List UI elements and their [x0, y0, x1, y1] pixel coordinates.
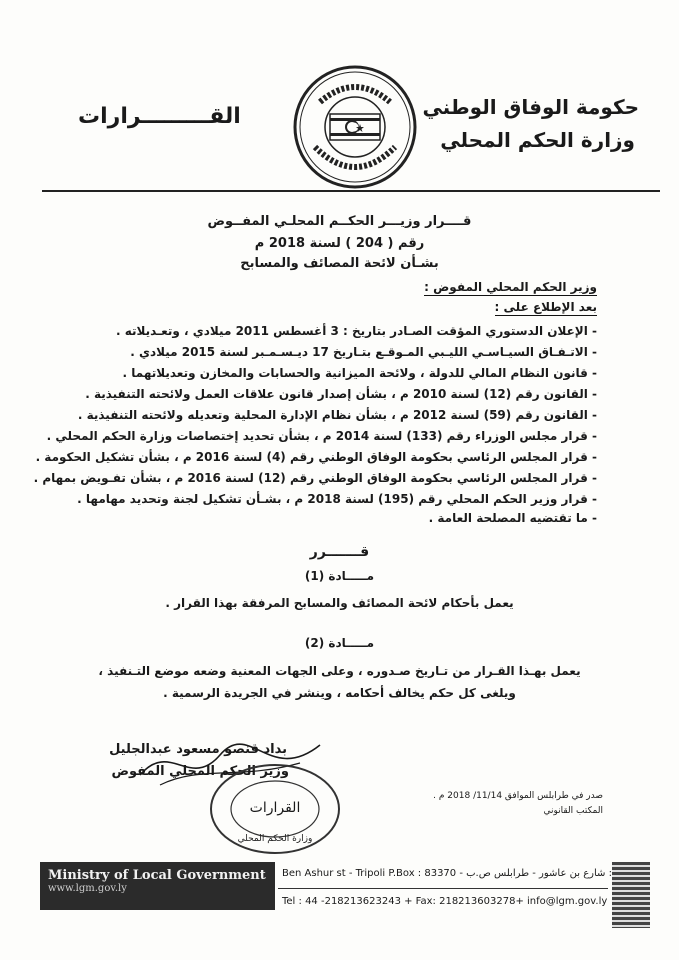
reference-item: - القانون رقم (12) لسنة 2010 م ، بشأن إصدار قانون علاقات العمل ولائحته التنفيذية .	[85, 387, 597, 401]
state-seal-icon	[290, 62, 420, 192]
reference-item: - القانون رقم (59) لسنة 2012 م ، بشأن نظام الإدارة المحلية وتعديله ولائحته التنفيذية .	[77, 408, 597, 422]
stamp-label: القرارات	[249, 800, 301, 816]
footer-contact: Tel : 44 -218213623243 + Fax: 218213603278+ info@lgm.gov.ly	[282, 896, 608, 907]
reference-item: - ما تقتضيه المصلحة العامة .	[428, 511, 597, 525]
reference-item: - الإعلان الدستوري المؤقت الصـادر بتاريخ : 3 أغسطس 2011 ميلادي ، وتعـديلاته .	[115, 324, 597, 338]
article-2-heading: مـــــادة (2)	[304, 636, 375, 650]
footer-decor-strip	[612, 862, 650, 928]
reference-item: - قرار مجلس الوزراء رقم (133) لسنة 2014 م ، بشأن تحديد إختصاصات وزارة الحكم المحلي .	[46, 429, 597, 443]
minister-intro: وزير الحكم المحلي المفوض :	[424, 280, 597, 294]
article-1-heading: مـــــادة (1)	[304, 569, 375, 583]
reference-item: - قرار المجلس الرئاسي بحكومة الوفاق الوطني رقم (4) لسنة 2016 م ، بشأن تشكيل الحكومة .	[35, 450, 597, 464]
decisions-heading: القـــــــــرارات	[78, 104, 241, 129]
footer-ministry-box	[40, 862, 275, 910]
reference-item: - قانون النظام المالي للدولة ، ولائحة الميزانية والحسابات والمخازن وتعديلاتهما .	[122, 366, 597, 380]
footer-ministry-en: Ministry of Local Government	[48, 868, 266, 883]
article-2-line-2: ويلغى كل حكم يخالف أحكامه ، وينشر في الجريدة الرسمية .	[163, 686, 516, 700]
decree-number: رقم ( 204 ) لسنة 2018 م	[254, 236, 425, 251]
header-rule	[42, 190, 660, 192]
signatory-name: بداد قنصو مسعود عبدالجليل	[109, 742, 287, 757]
after-review: بعد الإطلاع على :	[494, 300, 597, 314]
stamp-ring-text: وزارة الحكم المحلي	[237, 834, 313, 844]
footer-website: www.lgm.gov.ly	[48, 883, 127, 894]
article-2-line-1: يعمل بهـذا القـرار من تـاريخ صـدوره ، وعلى الجهات المعنية وضعه موضع التـنفيذ ،	[98, 664, 581, 678]
reference-item: - الاتـفـاق السيـاسـي الليـبي المـوقـع بتـاريخ 17 ديـسـمـبر لسنة 2015 ميلادي .	[130, 345, 597, 359]
decree-title: قــــرار وزيـــر الحكــم المحلـي المفــوض	[207, 214, 472, 229]
article-1-text: يعمل بأحكام لائحة المصائف والمسابح المرفقة بهذا القرار .	[165, 596, 514, 610]
decree-subject: بشـأن لائحة المصائف والمسابح	[240, 256, 439, 271]
footer-address: Ben Ashur st - Tripoli P.Box : 83370 - شارع بن عاشور - طرابلس ص.ب :	[282, 868, 612, 879]
signatory-title: وزير الحكم المحلي المفوض	[111, 764, 289, 779]
reference-item: - قرار وزير الحكم المحلي رقم (195) لسنة 2018 م ، بشـأن تشكيل لجنة وتحديد مهامها .	[77, 492, 597, 506]
government-name: حكومة الوفاق الوطني	[422, 95, 639, 119]
footer-rule	[278, 888, 608, 889]
reference-item: - قرار المجلس الرئاسي بحكومة الوفاق الوطني رقم (12) لسنة 2016 م ، بشأن تفـويض بمهام .	[33, 471, 597, 485]
decides-heading: قـــــــرر	[309, 544, 370, 560]
ministry-name: وزارة الحكم المحلي	[440, 128, 635, 152]
issued-date: صدر في طرابلس الموافق 11/14/ 2018 م .	[433, 791, 603, 801]
legal-office: المكتب القانوني	[543, 806, 603, 816]
